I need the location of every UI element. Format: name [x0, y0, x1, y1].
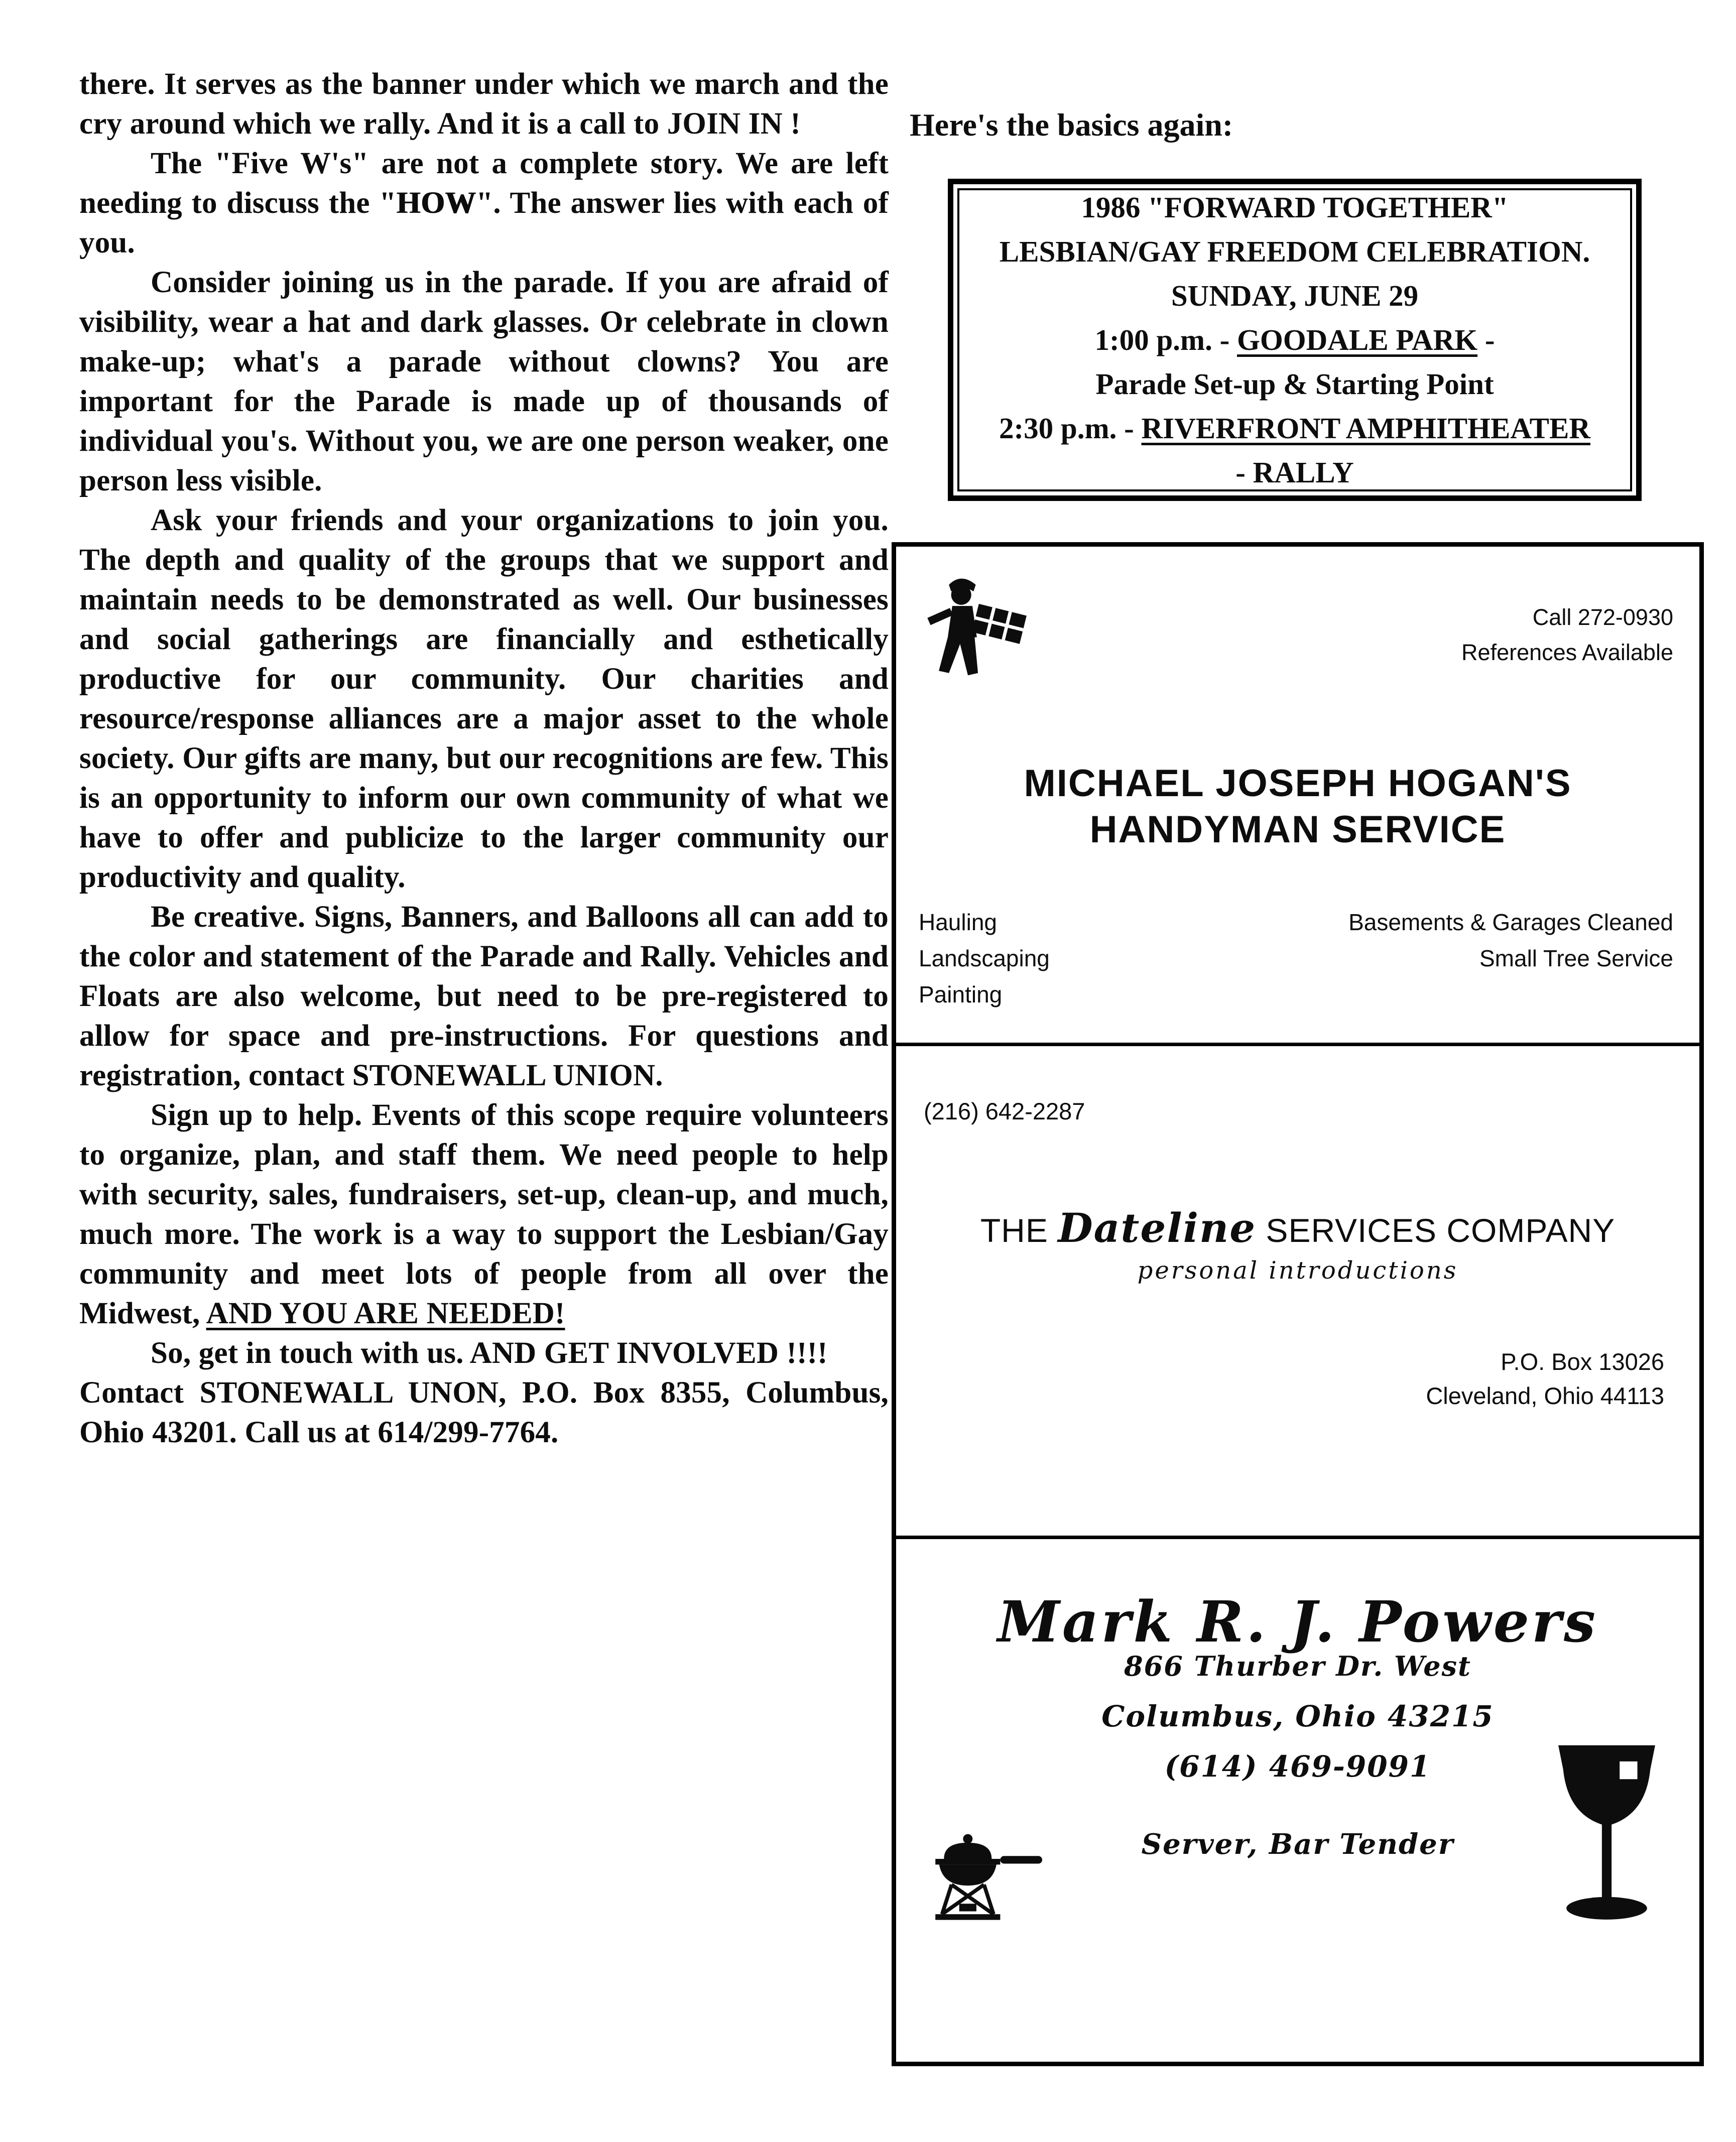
event-time-2-pre: 2:30 p.m. - [999, 412, 1142, 445]
hogan-title-line1: MICHAEL JOSEPH HOGAN'S [1024, 762, 1572, 805]
service-item: Basements & Garages Cleaned [1348, 909, 1673, 935]
article-text: So, get in touch with us. AND GET INVOLVED !!!! [151, 1336, 828, 1370]
ad-hogan-handyman [896, 547, 1699, 1043]
event-location-1: GOODALE PARK [1236, 323, 1478, 356]
article-underlined-text: AND YOU ARE NEEDED! [206, 1297, 565, 1330]
article-paragraph [79, 1333, 889, 1373]
wine-glass-icon [1550, 1735, 1663, 1935]
event-title: 1986 "FORWARD TOGETHER" [1081, 191, 1509, 224]
event-box [948, 179, 1642, 501]
article-paragraph [79, 144, 889, 263]
article-paragraph [79, 1373, 889, 1452]
dateline-name-post: SERVICES COMPANY [1256, 1212, 1616, 1249]
hogan-title [896, 761, 1699, 853]
article-paragraph [79, 64, 889, 144]
powers-phone: (614) 469-9091 [1164, 1749, 1431, 1784]
article-paragraph [79, 1095, 889, 1333]
dateline-address-line1: P.O. Box 13026 [1501, 1348, 1664, 1375]
event-time-1 [1094, 318, 1495, 362]
article-text: there. It serves as the banner under which we march and the cry around which we rally. And it is a call to JOIN IN ! [79, 67, 889, 141]
hogan-services-left [919, 904, 1050, 1013]
hogan-phone: Call 272-0930 [1532, 604, 1673, 630]
powers-name: Mark R. J. Powers [997, 1589, 1598, 1655]
event-time-1-pre: 1:00 p.m. - [1094, 323, 1237, 356]
event-time-2 [999, 406, 1590, 450]
article-paragraph [79, 897, 889, 1095]
article-paragraph [79, 500, 889, 897]
article-text: Sign up to help. Events of this scope require volunteers to organize, plan, and staff them. We need people to help with security, sales, fundraisers, set-up, clean-up, and much, much more. The work is a way to support the Lesbian/Gay community and meet lots of people from all over the Midwest, [79, 1098, 889, 1330]
article-text: Contact STONEWALL UNON, P.O. Box 8355, Columbus, Ohio 43201. Call us at 614/299-7764. [79, 1376, 889, 1449]
dateline-address-line2: Cleveland, Ohio 44113 [1426, 1382, 1664, 1409]
event-date: SUNDAY, JUNE 29 [1171, 279, 1419, 312]
dateline-name-script: Dateline [1058, 1204, 1257, 1251]
article-text: The "Five W's" are not a complete story. We are left needing to discuss the " [79, 147, 889, 220]
hogan-title-line2: HANDYMAN SERVICE [1089, 808, 1506, 851]
event-location-2: RIVERFRONT AMPHITHEATER [1141, 412, 1590, 445]
ad-powers-server [896, 1536, 1699, 2062]
ad-dateline-services [896, 1043, 1699, 1536]
hogan-references: References Available [1461, 640, 1673, 665]
event-setup-note: Parade Set-up & Starting Point [1095, 367, 1494, 401]
article-text: Ask your friends and your organizations to join you. The depth and quality of the groups that we support and maintain needs to be demonstrated as well. Our businesses and social gatherings are financially and esthetically productive for our community. Our charities and resource/response alliances are a major asset to the whole society. Our gifts are many, but our recognitions are few. This is an opportunity to inform our own community of what we have to offer and publicize to the larger community our productivity and quality. [79, 503, 889, 894]
dateline-company-name [896, 1204, 1699, 1251]
article-text: HOW [396, 186, 476, 220]
chafing-dish-icon [922, 1830, 1048, 1928]
hogan-services-right [1348, 904, 1673, 1013]
article-text: Consider joining us in the parade. If you are afraid of visibility, wear a hat and dark glasses. Or celebrate in clown make-up; what's a parade without clowns? You are important for the Parade is made up of thousands of individual you's. Without you, we are one person weaker, one person less visible. [79, 266, 889, 497]
service-item: Small Tree Service [1479, 945, 1673, 971]
article [79, 64, 889, 1452]
dateline-address [896, 1345, 1699, 1413]
handyman-icon [919, 576, 1042, 701]
hogan-services [896, 853, 1699, 1013]
service-item: Landscaping [919, 945, 1050, 971]
powers-role: Server, Bar Tender [1141, 1828, 1454, 1861]
article-text: Be creative. Signs, Banners, and Balloons all can add to the color and statement of the Parade and Rally. Vehicles and Floats are also welcome, but need to be pre-registered to allow for space and pre-instructions. For questions and registration, contact STONEWALL UNION. [79, 900, 889, 1092]
service-item: Hauling [919, 909, 997, 935]
ads-column [892, 542, 1704, 2066]
dateline-phone: (216) 642-2287 [924, 1098, 1085, 1124]
event-rally-note: - RALLY [1235, 456, 1354, 489]
powers-address1: 866 Thurber Dr. West [1124, 1650, 1471, 1682]
basics-heading: Here's the basics again: [910, 107, 1233, 143]
powers-address2: Columbus, Ohio 43215 [1101, 1699, 1494, 1733]
event-box-inner [957, 188, 1632, 491]
event-subtitle: LESBIAN/GAY FREEDOM CELEBRATION. [999, 235, 1590, 268]
dateline-tagline: personal introductions [1137, 1256, 1458, 1285]
hogan-contact [1461, 600, 1673, 670]
dateline-name-pre: THE [980, 1212, 1058, 1249]
service-item: Painting [919, 981, 1003, 1007]
article-text: ". The answer lies with each of you. [79, 186, 889, 260]
article-paragraph [79, 263, 889, 500]
hogan-top-row [896, 547, 1699, 701]
event-time-1-post: - [1477, 323, 1495, 356]
